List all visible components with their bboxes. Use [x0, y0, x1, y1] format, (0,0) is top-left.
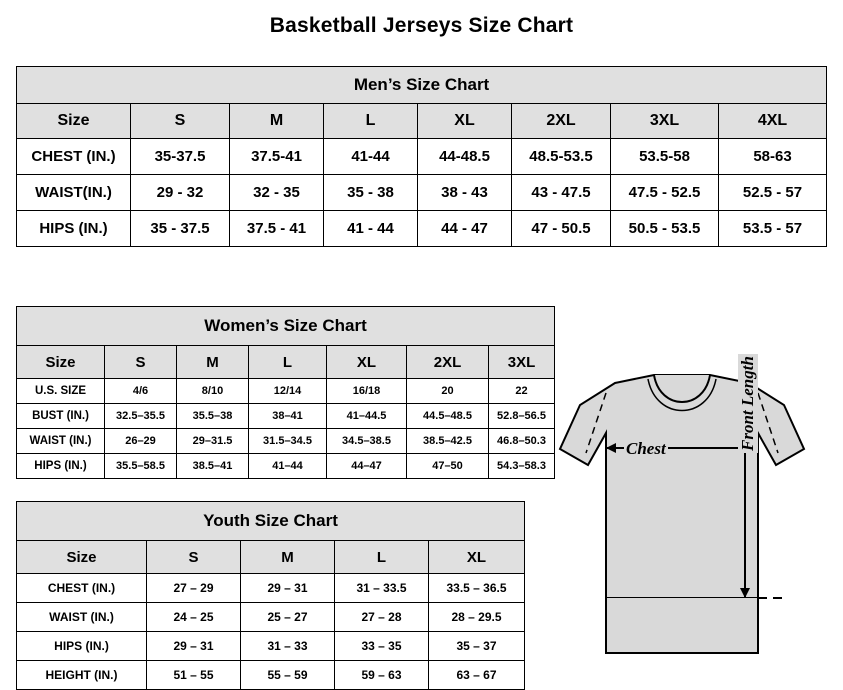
womens-header-s: S [105, 346, 177, 379]
youth-size-chart [16, 501, 524, 690]
womens-bust-s: 32.5–35.5 [105, 404, 177, 429]
womens-bust-2xl: 44.5–48.5 [407, 404, 489, 429]
womens-row-label-us-size: U.S. SIZE [17, 379, 105, 404]
chest-label: Chest [626, 439, 666, 458]
youth-header-size: Size [17, 541, 147, 574]
mens-row-label-waist: WAIST(IN.) [17, 175, 131, 211]
womens-hips-xl: 44–47 [327, 454, 407, 479]
mens-waist-s: 29 - 32 [131, 175, 230, 211]
table-row [17, 574, 525, 603]
womens-waist-l: 31.5–34.5 [249, 429, 327, 454]
table-row [17, 139, 827, 175]
mens-waist-l: 35 - 38 [324, 175, 418, 211]
mens-waist-xl: 38 - 43 [418, 175, 512, 211]
mens-size-table [16, 66, 827, 247]
womens-row-label-bust: BUST (IN.) [17, 404, 105, 429]
youth-waist-l: 27 – 28 [335, 603, 429, 632]
mens-header-xl: XL [418, 104, 512, 139]
youth-header-xl: XL [429, 541, 525, 574]
shirt-lower-body [606, 598, 758, 653]
youth-chest-m: 29 – 31 [241, 574, 335, 603]
mens-waist-3xl: 47.5 - 52.5 [611, 175, 719, 211]
mens-header-l: L [324, 104, 418, 139]
mens-hips-xl: 44 - 47 [418, 211, 512, 247]
youth-row-label-hips: HIPS (IN.) [17, 632, 147, 661]
mens-chest-m: 37.5-41 [230, 139, 324, 175]
youth-hips-m: 31 – 33 [241, 632, 335, 661]
table-row [17, 661, 525, 690]
mens-header-s: S [131, 104, 230, 139]
womens-size-chart [16, 306, 554, 479]
youth-header-row [17, 541, 525, 574]
youth-chest-l: 31 – 33.5 [335, 574, 429, 603]
jersey-measurement-diagram [540, 353, 835, 678]
youth-size-table [16, 501, 525, 690]
womens-us-size-s: 4/6 [105, 379, 177, 404]
youth-waist-xl: 28 – 29.5 [429, 603, 525, 632]
womens-bust-m: 35.5–38 [177, 404, 249, 429]
womens-us-size-l: 12/14 [249, 379, 327, 404]
womens-bust-3xl: 52.8–56.5 [489, 404, 555, 429]
womens-row-label-waist: WAIST (IN.) [17, 429, 105, 454]
front-length-label: Front Length [738, 356, 757, 451]
mens-hips-s: 35 - 37.5 [131, 211, 230, 247]
table-row [17, 454, 555, 479]
womens-header-3xl: 3XL [489, 346, 555, 379]
mens-chest-3xl: 53.5-58 [611, 139, 719, 175]
mens-waist-4xl: 52.5 - 57 [719, 175, 827, 211]
youth-hips-xl: 35 – 37 [429, 632, 525, 661]
youth-hips-s: 29 – 31 [147, 632, 241, 661]
mens-hips-l: 41 - 44 [324, 211, 418, 247]
youth-chest-s: 27 – 29 [147, 574, 241, 603]
mens-chest-2xl: 48.5-53.5 [512, 139, 611, 175]
mens-waist-2xl: 43 - 47.5 [512, 175, 611, 211]
youth-header-l: L [335, 541, 429, 574]
mens-hips-m: 37.5 - 41 [230, 211, 324, 247]
mens-table-caption: Men’s Size Chart [17, 67, 827, 104]
womens-header-l: L [249, 346, 327, 379]
table-row [17, 379, 555, 404]
youth-waist-s: 24 – 25 [147, 603, 241, 632]
youth-height-l: 59 – 63 [335, 661, 429, 690]
mens-chest-l: 41-44 [324, 139, 418, 175]
womens-us-size-xl: 16/18 [327, 379, 407, 404]
youth-table-caption: Youth Size Chart [17, 502, 525, 541]
womens-waist-s: 26–29 [105, 429, 177, 454]
mens-chest-s: 35-37.5 [131, 139, 230, 175]
womens-header-xl: XL [327, 346, 407, 379]
table-row [17, 211, 827, 247]
mens-size-chart [16, 66, 826, 247]
mens-header-size: Size [17, 104, 131, 139]
womens-bust-l: 38–41 [249, 404, 327, 429]
jersey-illustration [540, 353, 835, 678]
womens-hips-m: 38.5–41 [177, 454, 249, 479]
mens-header-m: M [230, 104, 324, 139]
table-row [17, 175, 827, 211]
youth-hips-l: 33 – 35 [335, 632, 429, 661]
womens-us-size-m: 8/10 [177, 379, 249, 404]
womens-bust-xl: 41–44.5 [327, 404, 407, 429]
mens-header-3xl: 3XL [611, 104, 719, 139]
youth-row-label-chest: CHEST (IN.) [17, 574, 147, 603]
mens-hips-2xl: 47 - 50.5 [512, 211, 611, 247]
table-row [17, 429, 555, 454]
womens-header-size: Size [17, 346, 105, 379]
youth-height-m: 55 – 59 [241, 661, 335, 690]
mens-header-row [17, 104, 827, 139]
mens-header-4xl: 4XL [719, 104, 827, 139]
youth-waist-m: 25 – 27 [241, 603, 335, 632]
youth-height-s: 51 – 55 [147, 661, 241, 690]
youth-height-xl: 63 – 67 [429, 661, 525, 690]
mens-hips-3xl: 50.5 - 53.5 [611, 211, 719, 247]
mens-row-label-chest: CHEST (IN.) [17, 139, 131, 175]
mens-waist-m: 32 - 35 [230, 175, 324, 211]
womens-hips-l: 41–44 [249, 454, 327, 479]
youth-row-label-height: HEIGHT (IN.) [17, 661, 147, 690]
mens-header-2xl: 2XL [512, 104, 611, 139]
youth-row-label-waist: WAIST (IN.) [17, 603, 147, 632]
womens-row-label-hips: HIPS (IN.) [17, 454, 105, 479]
womens-header-row [17, 346, 555, 379]
womens-waist-3xl: 46.8–50.3 [489, 429, 555, 454]
womens-waist-m: 29–31.5 [177, 429, 249, 454]
mens-hips-4xl: 53.5 - 57 [719, 211, 827, 247]
womens-us-size-2xl: 20 [407, 379, 489, 404]
womens-waist-2xl: 38.5–42.5 [407, 429, 489, 454]
youth-header-m: M [241, 541, 335, 574]
womens-hips-3xl: 54.3–58.3 [489, 454, 555, 479]
page-title: Basketball Jerseys Size Chart [269, 14, 574, 37]
womens-header-m: M [177, 346, 249, 379]
mens-chest-4xl: 58-63 [719, 139, 827, 175]
womens-hips-2xl: 47–50 [407, 454, 489, 479]
table-row [17, 603, 525, 632]
womens-us-size-3xl: 22 [489, 379, 555, 404]
mens-row-label-hips: HIPS (IN.) [17, 211, 131, 247]
youth-chest-xl: 33.5 – 36.5 [429, 574, 525, 603]
womens-table-caption: Women’s Size Chart [17, 307, 555, 346]
shirt-outline [560, 375, 804, 598]
mens-chest-xl: 44-48.5 [418, 139, 512, 175]
table-row [17, 404, 555, 429]
womens-header-2xl: 2XL [407, 346, 489, 379]
womens-size-table [16, 306, 555, 479]
youth-header-s: S [147, 541, 241, 574]
table-row [17, 632, 525, 661]
womens-waist-xl: 34.5–38.5 [327, 429, 407, 454]
womens-hips-s: 35.5–58.5 [105, 454, 177, 479]
